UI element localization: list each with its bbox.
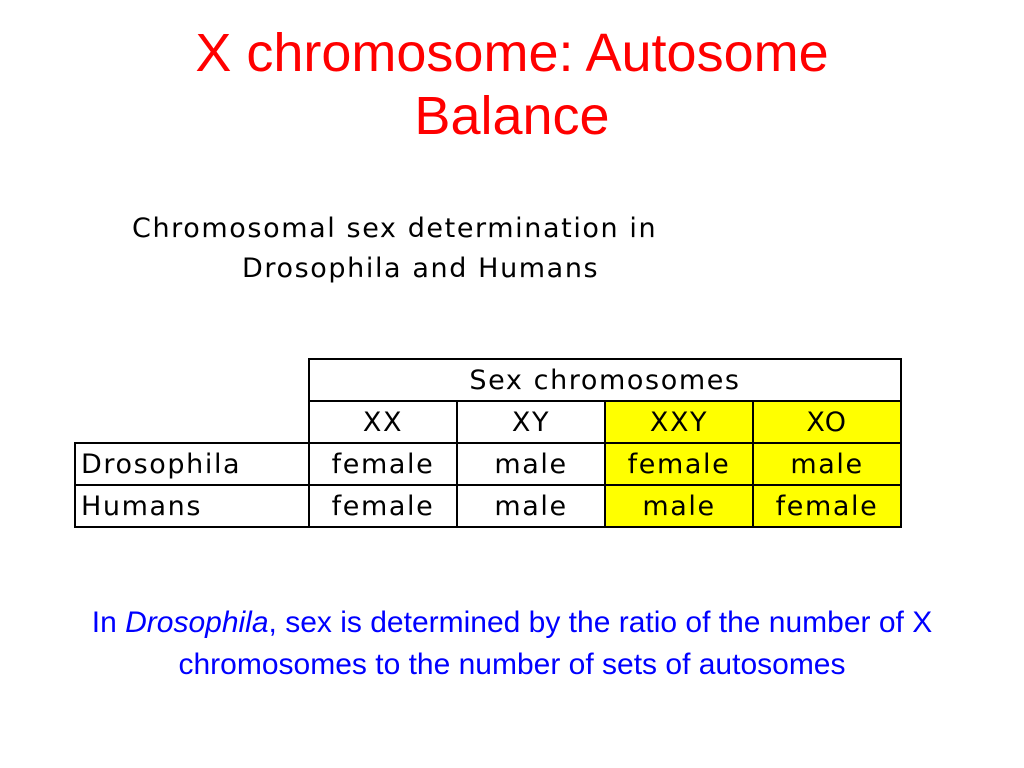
table-row <box>75 485 901 527</box>
caption-prefix: In <box>91 606 126 639</box>
table-row <box>75 443 901 485</box>
column-header-xx: XX <box>309 401 457 443</box>
caption <box>60 602 964 686</box>
sex-determination-table <box>74 358 902 528</box>
column-header-xxy: XXY <box>605 401 753 443</box>
table-column-header-row <box>75 401 901 443</box>
caption-italic-term: Drosophila <box>125 606 269 639</box>
table-corner-cell <box>75 401 309 443</box>
table-cell: female <box>309 485 457 527</box>
slide-title-line-1: X chromosome: Autosome <box>195 23 829 83</box>
slide-title <box>0 22 1024 148</box>
table-group-header-row <box>75 359 901 401</box>
table-cell-highlighted: male <box>753 443 901 485</box>
sex-chromosomes-header: Sex chromosomes <box>309 359 901 401</box>
row-header-drosophila: Drosophila <box>75 443 309 485</box>
table-cell: male <box>457 485 605 527</box>
table-cell-highlighted: female <box>605 443 753 485</box>
caption-rest: , sex is determined by the ratio of the number of X chromosomes to the number of sets of autosomes <box>178 606 933 681</box>
table-cell-highlighted: female <box>753 485 901 527</box>
table-corner-cell <box>75 359 309 401</box>
table-cell: female <box>309 443 457 485</box>
column-header-xo: XO <box>753 401 901 443</box>
figure-title <box>132 209 792 289</box>
table-cell: male <box>457 443 605 485</box>
row-header-humans: Humans <box>75 485 309 527</box>
figure-title-line-1: Chromosomal sex determination in <box>132 213 658 244</box>
table-cell-highlighted: male <box>605 485 753 527</box>
figure-title-line-2: Drosophila and Humans <box>242 253 600 284</box>
slide-title-line-2: Balance <box>414 86 610 146</box>
column-header-xy: XY <box>457 401 605 443</box>
